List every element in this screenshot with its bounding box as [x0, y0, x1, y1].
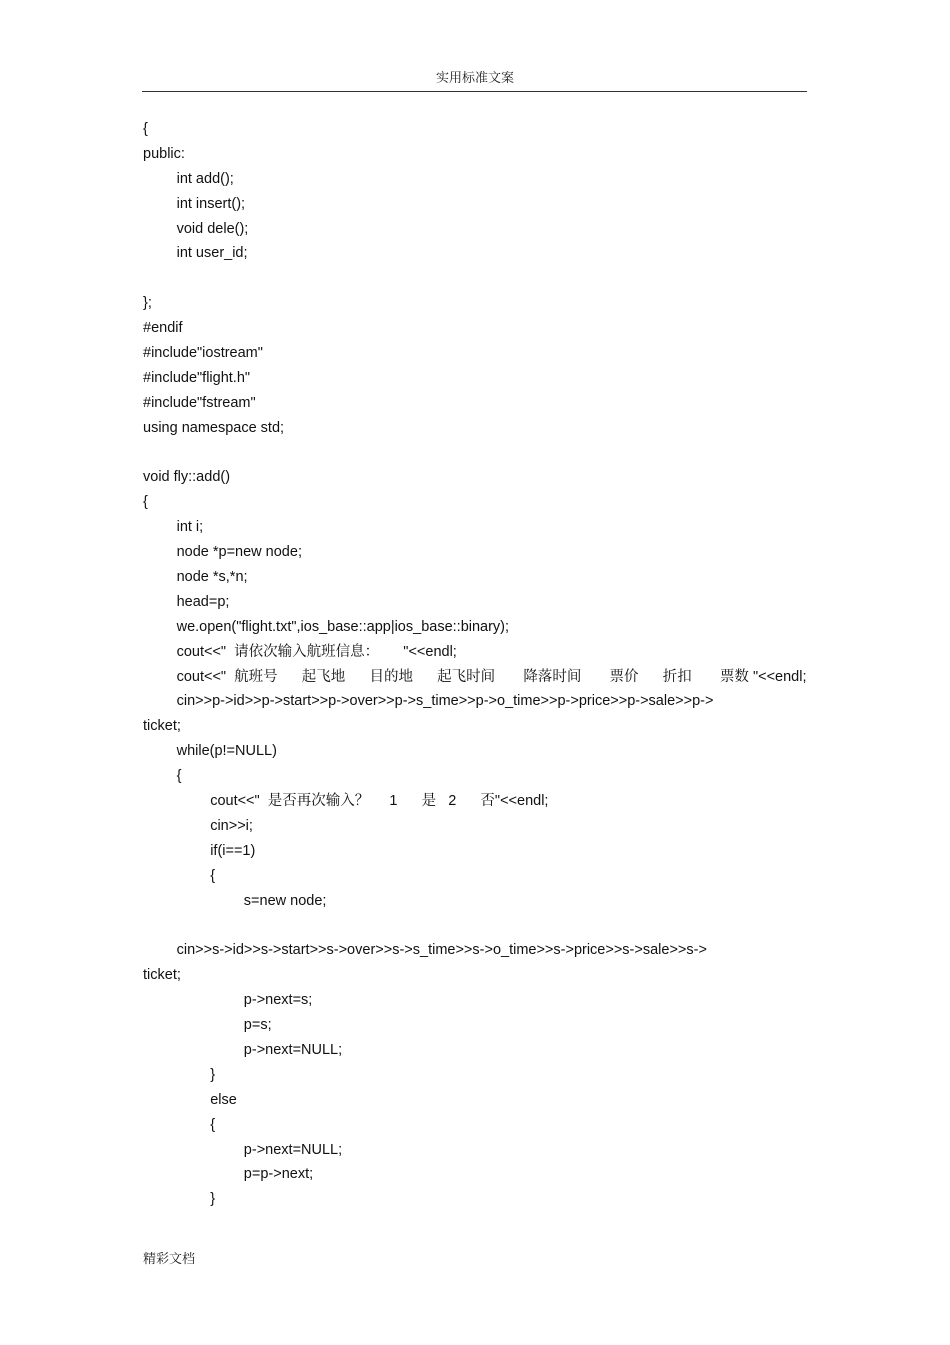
code-line: p->next=NULL;: [243, 1041, 343, 1058]
code-line: cout<<" 是否再次输入？ 1 是 2 否"<<endl;: [210, 793, 549, 810]
code-line: #endif: [143, 320, 183, 337]
code-line: p=p->next;: [243, 1166, 314, 1183]
code-line: node *s,*n;: [176, 569, 248, 586]
code-line: }: [210, 1191, 216, 1208]
page-header: 实用标准文案: [435, 71, 514, 86]
header-divider: [142, 91, 807, 92]
code-line: };: [143, 295, 152, 312]
code-line: {: [143, 494, 148, 511]
code-line: using namespace std;: [143, 419, 285, 436]
code-line: while(p!=NULL): [176, 743, 277, 760]
code-line: head=p;: [176, 593, 230, 610]
code-line: [143, 914, 808, 939]
code-line: p=s;: [243, 1017, 272, 1034]
code-line: ticket;: [143, 967, 181, 984]
code-line: {: [210, 1116, 216, 1133]
page-footer: 精彩文档: [143, 1252, 196, 1267]
code-line: if(i==1): [210, 842, 256, 859]
code-line: node *p=new node;: [176, 544, 302, 561]
code-line: {: [176, 768, 182, 785]
code-line: int user_id;: [176, 245, 248, 262]
code-line: }: [210, 1066, 216, 1083]
code-line: [143, 441, 808, 466]
code-line: cout<<" 航班号 起飞地 目的地 起飞时间 降落时间 票价 折扣 票数 "<<endl;: [176, 668, 807, 685]
code-line: p->next=NULL;: [243, 1141, 343, 1158]
code-line: #include"flight.h": [143, 369, 251, 386]
code-block: [143, 117, 808, 1212]
code-line: s=new node;: [243, 892, 327, 909]
code-line: ticket;: [143, 718, 181, 735]
code-line: int i;: [176, 519, 204, 536]
code-line: public:: [143, 145, 185, 162]
code-line: cin>>p->id>>p->start>>p->over>>p->s_time>>p->o_time>>p->price>>p->sale>>p->: [176, 693, 714, 710]
code-line: #include"iostream": [143, 345, 263, 362]
code-line: void dele();: [176, 220, 249, 237]
code-line: void fly::add(): [143, 469, 231, 486]
code-line: int add();: [176, 170, 234, 187]
code-line: #include"fstream": [143, 394, 256, 411]
code-line: cin>>s->id>>s->start>>s->over>>s->s_time>>s->o_time>>s->price>>s->sale>>s->: [176, 942, 707, 959]
code-line: cin>>i;: [210, 817, 253, 834]
code-line: int insert();: [176, 195, 246, 212]
code-line: [143, 266, 808, 291]
code-line: {: [210, 867, 216, 884]
code-line: we.open("flight.txt",ios_base::app|ios_base::binary);: [176, 618, 510, 635]
code-line: cout<<" 请依次输入航班信息： "<<endl;: [176, 643, 457, 660]
code-line: p->next=s;: [243, 992, 313, 1009]
code-line: {: [143, 121, 148, 137]
code-line: else: [210, 1091, 237, 1108]
